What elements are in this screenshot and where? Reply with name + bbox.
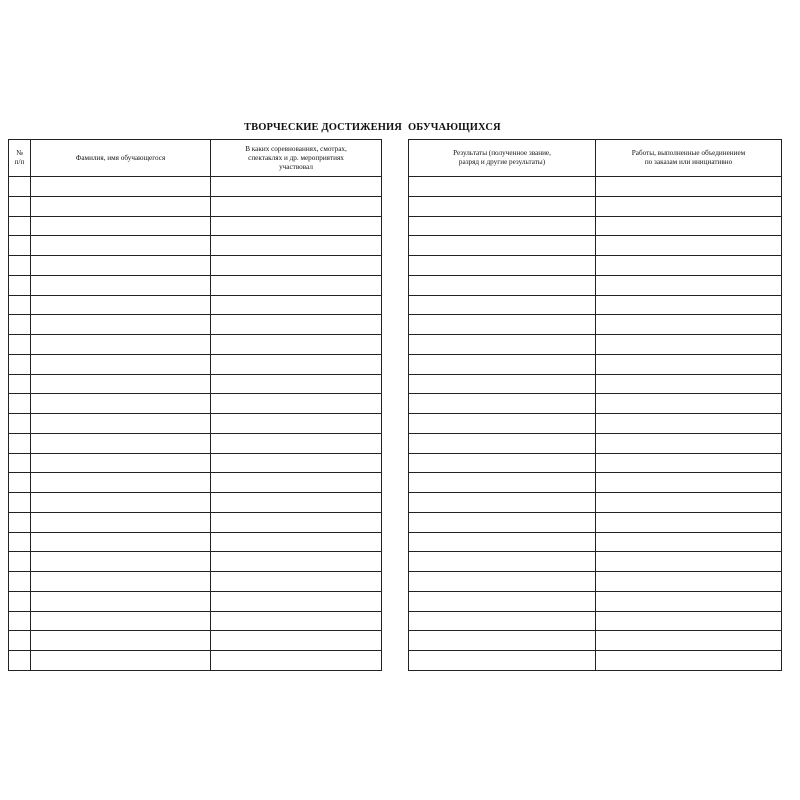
cell-results [409,177,596,197]
table-row [9,335,382,355]
table-row [9,216,382,236]
header-student-name: Фамилия, имя обучающегося [31,140,211,177]
cell-works [596,414,782,434]
table-row [9,275,382,295]
achievements-table-right [408,139,782,671]
cell-student-name [31,354,211,374]
cell-results [409,552,596,572]
cell-number [9,453,31,473]
cell-results [409,591,596,611]
cell-student-name [31,611,211,631]
cell-student-name [31,473,211,493]
table-row [409,177,782,197]
cell-student-name [31,532,211,552]
table-row [9,177,382,197]
cell-works [596,295,782,315]
table-row [409,275,782,295]
table-row [409,631,782,651]
table-row [9,236,382,256]
cell-number [9,295,31,315]
table-row [9,196,382,216]
table-row [409,315,782,335]
cell-works [596,572,782,592]
table-row [409,414,782,434]
cell-results [409,295,596,315]
cell-results [409,611,596,631]
cell-works [596,196,782,216]
cell-results [409,354,596,374]
cell-events [211,236,382,256]
cell-results [409,414,596,434]
cell-works [596,236,782,256]
table-row [409,354,782,374]
cell-number [9,354,31,374]
table-body-left [9,177,382,671]
cell-student-name [31,315,211,335]
table-row [9,532,382,552]
cell-results [409,433,596,453]
cell-student-name [31,414,211,434]
cell-works [596,177,782,197]
cell-results [409,473,596,493]
table-row [9,256,382,276]
cell-results [409,631,596,651]
cell-works [596,315,782,335]
cell-student-name [31,275,211,295]
table-row [9,572,382,592]
cell-events [211,374,382,394]
cell-student-name [31,374,211,394]
table-row [409,473,782,493]
table-row [409,394,782,414]
header-works-line1: Работы, выполненные объединением [631,149,746,157]
table-row [409,335,782,355]
cell-results [409,196,596,216]
cell-number [9,473,31,493]
cell-events [211,611,382,631]
cell-student-name [31,256,211,276]
cell-number [9,414,31,434]
cell-number [9,532,31,552]
table-row [9,493,382,513]
cell-number [9,256,31,276]
cell-works [596,512,782,532]
cell-results [409,335,596,355]
cell-works [596,591,782,611]
table-body-right [409,177,782,671]
cell-number [9,552,31,572]
table-row [9,453,382,473]
cell-number [9,433,31,453]
table-row [409,216,782,236]
cell-events [211,651,382,671]
cell-student-name [31,295,211,315]
cell-works [596,651,782,671]
cell-works [596,631,782,651]
table-row [9,512,382,532]
header-events-line1: В каких соревнованиях, смотрах, [245,144,347,153]
cell-student-name [31,572,211,592]
cell-events [211,552,382,572]
cell-results [409,512,596,532]
table-row [409,433,782,453]
cell-works [596,611,782,631]
cell-student-name [31,493,211,513]
cell-results [409,532,596,552]
cell-works [596,493,782,513]
cell-number [9,236,31,256]
cell-events [211,433,382,453]
table-header-row [9,140,382,177]
cell-results [409,394,596,414]
table-row [409,453,782,473]
cell-events [211,275,382,295]
cell-events [211,315,382,335]
cell-number [9,611,31,631]
table-row [9,433,382,453]
cell-results [409,236,596,256]
cell-works [596,394,782,414]
cell-student-name [31,651,211,671]
table-row [409,552,782,572]
cell-student-name [31,453,211,473]
header-number-line1: № [16,149,23,157]
cell-student-name [31,433,211,453]
table-row [409,196,782,216]
table-row [409,651,782,671]
cell-works [596,354,782,374]
page-title-right: ОБУЧАЮЩИХСЯ [408,122,501,133]
cell-events [211,631,382,651]
table-row [409,591,782,611]
cell-works [596,473,782,493]
table-row [9,611,382,631]
cell-events [211,453,382,473]
table-row [409,493,782,513]
cell-number [9,335,31,355]
cell-number [9,196,31,216]
cell-works [596,532,782,552]
header-results-line2: разряд и другие результаты) [458,158,546,166]
cell-student-name [31,236,211,256]
cell-events [211,216,382,236]
table-row [9,394,382,414]
table-row [9,631,382,651]
cell-number [9,572,31,592]
header-events [211,140,382,177]
header-number [9,140,31,177]
cell-events [211,335,382,355]
cell-works [596,453,782,473]
cell-results [409,256,596,276]
cell-works [596,552,782,572]
cell-number [9,275,31,295]
table-row [409,236,782,256]
table-header-row [409,140,782,177]
header-events-line3: участвовал [279,162,313,171]
cell-events [211,493,382,513]
table-row [409,611,782,631]
cell-events [211,177,382,197]
cell-results [409,651,596,671]
cell-events [211,414,382,434]
table-row [409,374,782,394]
cell-number [9,591,31,611]
header-events-line2: спектаклях и др. мероприятиях [248,153,344,162]
table-row [9,473,382,493]
table-row [9,591,382,611]
cell-events [211,196,382,216]
table-row [9,552,382,572]
cell-number [9,631,31,651]
cell-student-name [31,216,211,236]
cell-works [596,256,782,276]
cell-events [211,354,382,374]
table-row [9,651,382,671]
cell-events [211,591,382,611]
cell-student-name [31,512,211,532]
table-row [9,414,382,434]
cell-results [409,572,596,592]
cell-student-name [31,177,211,197]
table-row [409,512,782,532]
cell-student-name [31,394,211,414]
cell-student-name [31,335,211,355]
cell-events [211,256,382,276]
cell-number [9,315,31,335]
cell-results [409,275,596,295]
table-row [9,374,382,394]
header-works [596,140,782,177]
cell-student-name [31,196,211,216]
cell-number [9,216,31,236]
cell-student-name [31,552,211,572]
header-works-line2: по заказам или инициативно [644,158,733,166]
cell-number [9,651,31,671]
cell-events [211,512,382,532]
cell-works [596,433,782,453]
cell-events [211,473,382,493]
header-results-line1: Результаты (полученное звание, [453,149,551,157]
table-row [409,572,782,592]
table-row [9,295,382,315]
cell-student-name [31,591,211,611]
cell-events [211,572,382,592]
cell-results [409,453,596,473]
table-row [409,256,782,276]
cell-works [596,335,782,355]
header-results [409,140,596,177]
achievements-table-left [8,139,382,671]
cell-number [9,374,31,394]
cell-number [9,394,31,414]
cell-student-name [31,631,211,651]
table-row [409,532,782,552]
cell-number [9,493,31,513]
cell-works [596,374,782,394]
cell-events [211,394,382,414]
table-row [9,315,382,335]
table-row [409,295,782,315]
cell-events [211,532,382,552]
cell-results [409,374,596,394]
cell-results [409,216,596,236]
header-number-line2: п/п [14,158,25,166]
cell-results [409,315,596,335]
cell-works [596,275,782,295]
page-title-left: ТВОРЧЕСКИЕ ДОСТИЖЕНИЯ [244,122,402,133]
cell-number [9,512,31,532]
table-row [9,354,382,374]
cell-results [409,493,596,513]
cell-number [9,177,31,197]
cell-works [596,216,782,236]
cell-events [211,295,382,315]
